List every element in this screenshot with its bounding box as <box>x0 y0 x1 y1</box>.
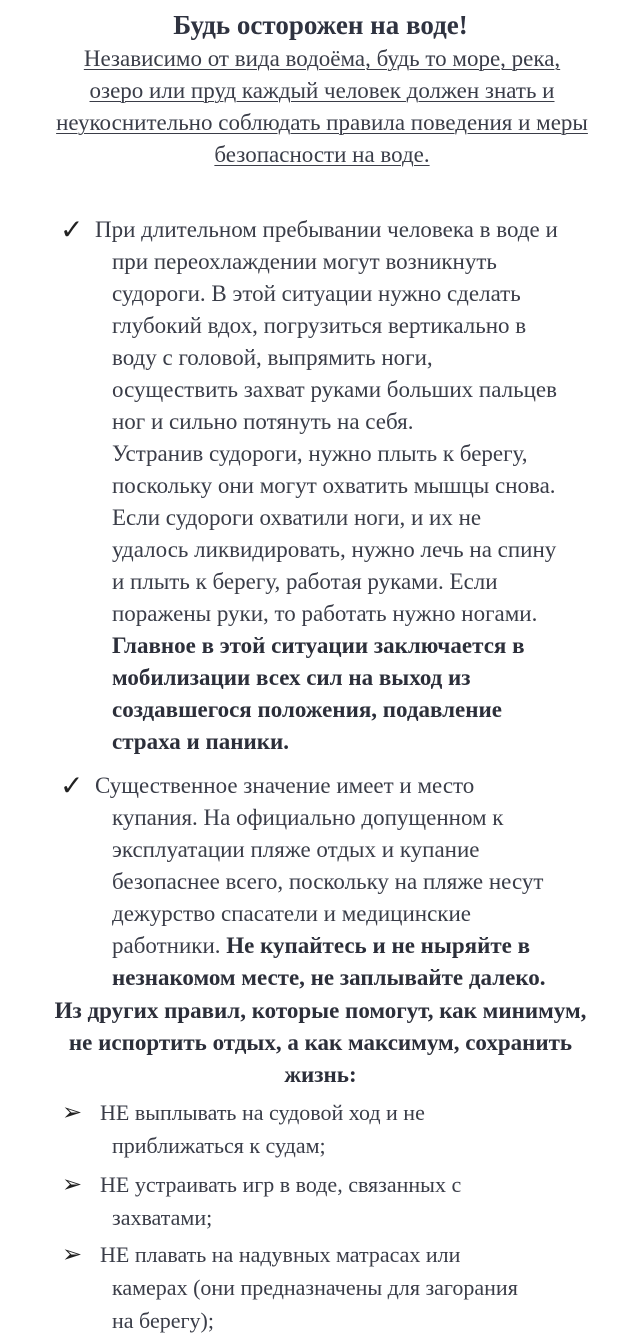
list-item-cramps <box>95 214 641 246</box>
arrow-bullet-icon: ➢ <box>62 1240 83 1268</box>
checkmark-icon: ✓ <box>60 213 84 246</box>
rule-line: НЕ плавать на надувных матрасах или <box>100 1242 461 1267</box>
item-text-line: Существенное значение имеет и место <box>95 773 475 798</box>
item-text-line: судороги. В этой ситуации нужно сделать <box>112 281 521 306</box>
rule-line: захватами; <box>112 1205 213 1230</box>
item-bold-line: создавшегося положения, подавление <box>112 697 502 722</box>
item-text-line: Устранив судороги, нужно плыть к берегу, <box>112 441 528 466</box>
item-text-line: осуществить захват руками больших пальцев <box>112 377 557 402</box>
intro-line: Независимо от вида водоёма, будь то море, река, <box>83 46 561 71</box>
item-text-line: удалось ликвидировать, нужно лечь на спину <box>112 537 557 562</box>
rule-line: на берегу); <box>112 1308 214 1333</box>
item-bold-line: Главное в этой ситуации заключается в <box>112 633 525 658</box>
rule-line: приближаться к судам; <box>112 1133 326 1158</box>
rule-line: НЕ устраивать игр в воде, связанных с <box>100 1172 462 1197</box>
rule-item <box>100 1238 630 1271</box>
summary-line: жизнь: <box>284 1062 357 1087</box>
intro-line: озеро или пруд каждый человек должен знать и <box>89 78 555 103</box>
checkmark-icon: ✓ <box>60 769 84 802</box>
item-bold-fragment: Не купайтесь и не ныряйте в <box>226 933 531 958</box>
item-bold-line: незнакомом месте, не заплывайте далеко. <box>112 965 546 990</box>
intro-line: неукоснительно соблюдать правила поведения и меры <box>56 110 588 135</box>
rule-item-continuation <box>112 1201 632 1234</box>
arrow-bullet-icon: ➢ <box>62 1170 83 1198</box>
item-text-line: поскольку они могут охватить мышцы снова. <box>112 473 556 498</box>
item-text-line: Если судороги охватили ноги, и их не <box>112 505 482 530</box>
item-text-line: глубокий вдох, погрузиться вертикально в <box>112 313 527 338</box>
item-text-line: ног и сильно потянуть на себя. <box>112 409 414 434</box>
list-item-location <box>95 770 641 802</box>
intro-line: безопасности на воде. <box>214 142 430 167</box>
item-text-line: эксплуатации пляже отдых и купание <box>112 837 480 862</box>
rule-item <box>100 1168 630 1201</box>
item-text-line: купания. На официально допущенном к <box>112 805 504 830</box>
summary-line: не испортить отдых, а как максимум, сохранить <box>68 1030 573 1055</box>
item-text-line <box>112 930 641 962</box>
item-text-line: безопаснее всего, поскольку на пляже несут <box>112 869 544 894</box>
item-text-fragment: работники. <box>112 933 221 958</box>
item-bold-line: мобилизации всех сил на выход из <box>112 665 471 690</box>
summary-heading <box>2 995 639 1091</box>
item-text-line: поражены руки, то работать нужно ногами. <box>112 601 538 626</box>
intro-paragraph <box>6 43 638 171</box>
page-title: Будь осторожен на воде! <box>173 10 468 40</box>
item-text-line: при переохлаждении могут возникнуть <box>112 249 497 274</box>
rule-line: камерах (они предназначены для загорания <box>112 1275 518 1300</box>
rule-item <box>100 1096 630 1129</box>
item-text-line: и плыть к берегу, работая руками. Если <box>112 569 498 594</box>
item-text-line: дежурство спасатели и медицинские <box>112 901 471 926</box>
list-item-location-body <box>112 802 641 994</box>
summary-line: Из других правил, которые помогут, как минимум, <box>54 998 587 1023</box>
rule-item-continuation <box>112 1129 632 1162</box>
item-text-line: При длительном пребывании человека в воде и <box>95 217 558 242</box>
arrow-bullet-icon: ➢ <box>62 1098 83 1126</box>
rule-line: НЕ выплывать на судовой ход и не <box>100 1100 425 1125</box>
item-text-line: воду с головой, выпрямить ноги, <box>112 345 433 370</box>
rule-item-continuation <box>112 1271 637 1337</box>
list-item-cramps-body <box>112 246 641 758</box>
item-bold-line: страха и паники. <box>112 729 290 754</box>
